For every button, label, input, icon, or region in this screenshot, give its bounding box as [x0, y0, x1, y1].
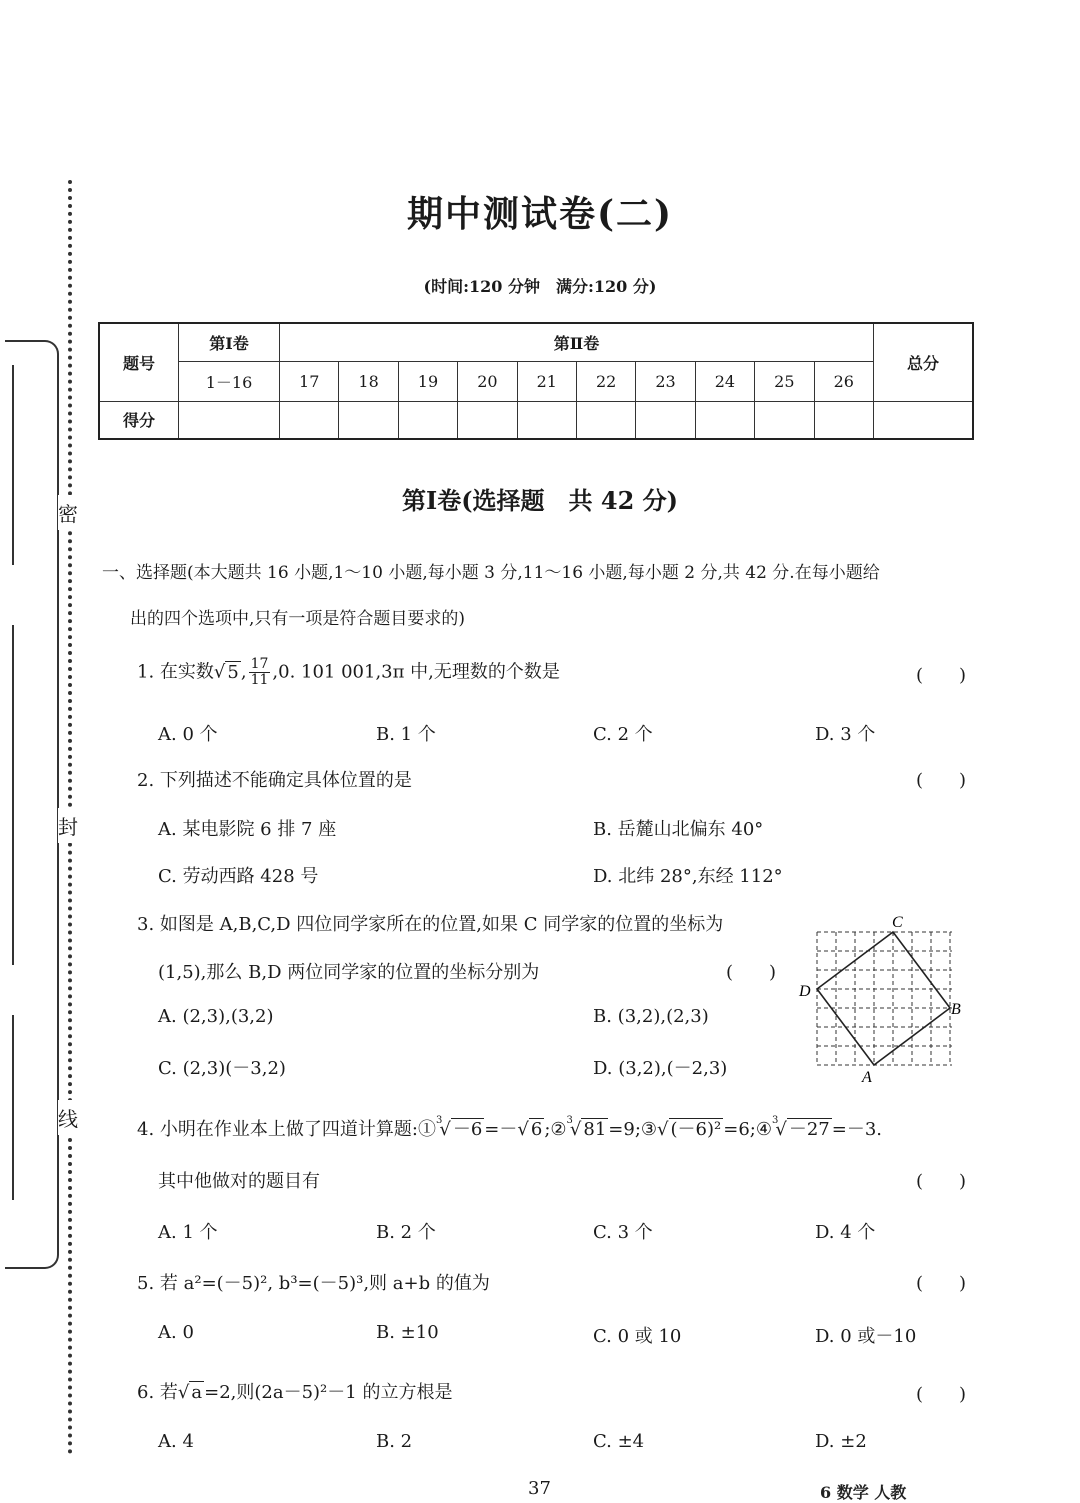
question-3-stem: 3. 如图是 A,B,C,D 四位同学家所在的位置,如果 C 同学家的位置的坐标为 — [137, 914, 724, 935]
question-number: 18 — [339, 361, 398, 401]
question-number: 22 — [576, 361, 635, 401]
option-b[interactable]: B. 岳麓山北偏东 40° — [593, 819, 764, 840]
question-number: 21 — [517, 361, 576, 401]
option-c[interactable]: C. (2,3)(－3,2) — [158, 1058, 286, 1079]
page-title: 期中测试卷(二) — [406, 193, 674, 235]
question-2-stem: 2. 下列描述不能确定具体位置的是 — [137, 770, 412, 791]
section-title: 第Ⅰ卷(选择题 共 42 分) — [401, 486, 679, 515]
score-cell[interactable] — [814, 401, 873, 439]
row-label-number: 题号 — [99, 323, 179, 401]
question-4-stem-line2: 其中他做对的题目有 — [158, 1171, 320, 1192]
score-cell[interactable] — [517, 401, 576, 439]
question-number: 25 — [755, 361, 814, 401]
question-number: 26 — [814, 361, 873, 401]
grid-figure — [795, 908, 975, 1088]
option-b[interactable]: B. ±10 — [376, 1322, 439, 1343]
instructions-line: 出的四个选项中,只有一项是符合题目要求的) — [130, 609, 466, 629]
option-c[interactable]: C. 3 个 — [593, 1222, 653, 1243]
option-a[interactable]: A. 0 个 — [158, 724, 218, 745]
question-6-stem: 6. 若√ a =2,则(2a－5)²－1 的立方根是 — [137, 1382, 453, 1403]
score-cell[interactable] — [576, 401, 635, 439]
option-a[interactable]: A. 4 — [158, 1431, 194, 1452]
label-b: B — [951, 1001, 961, 1018]
question-number: 17 — [280, 361, 339, 401]
option-b[interactable]: B. 1 个 — [376, 724, 436, 745]
option-d[interactable]: D. 4 个 — [815, 1222, 876, 1243]
question-4-stem: 4. 小明在作业本上做了四道计算题:①$^3$√ －6 =－√ 6 ;②$^3$√ 81 =9;③√ (－6)² =6;④$^3$√ －27 =－3. — [137, 1115, 883, 1140]
seal-char-mi: 密 — [58, 495, 78, 530]
part1-range: 1－16 — [179, 361, 280, 401]
row-label-score: 得分 — [99, 401, 179, 439]
score-cell[interactable] — [636, 401, 695, 439]
seal-char-feng: 封 — [58, 808, 78, 843]
score-cell[interactable] — [458, 401, 517, 439]
option-d[interactable]: D. ±2 — [815, 1431, 867, 1452]
binding-inner-line — [12, 625, 14, 965]
score-cell[interactable] — [755, 401, 814, 439]
option-c[interactable]: C. 劳动西路 428 号 — [158, 866, 319, 887]
corner-text: 6 数学 人教 — [820, 1483, 907, 1502]
page-number: 37 — [528, 1478, 551, 1499]
binding-inner-line — [12, 365, 14, 565]
score-cell[interactable] — [339, 401, 398, 439]
option-b[interactable]: B. (3,2),(2,3) — [593, 1006, 709, 1027]
exam-info: (时间:120 分钟 满分:120 分) — [423, 277, 657, 296]
option-c[interactable]: C. 0 或 10 — [593, 1326, 682, 1347]
question-3-stem-line2: (1,5),那么 B,D 两位同学家的位置的坐标分别为 — [158, 962, 540, 983]
score-table — [98, 322, 974, 440]
label-a: A — [862, 1069, 872, 1086]
score-cell[interactable] — [398, 401, 457, 439]
option-b[interactable]: B. 2 — [376, 1431, 413, 1452]
score-cell[interactable] — [280, 401, 339, 439]
seal-char-xian: 线 — [58, 1100, 78, 1135]
part1-header: 第Ⅰ卷 — [179, 323, 280, 361]
option-c[interactable]: C. ±4 — [593, 1431, 645, 1452]
question-number: 20 — [458, 361, 517, 401]
option-b[interactable]: B. 2 个 — [376, 1222, 436, 1243]
option-a[interactable]: A. (2,3),(3,2) — [158, 1006, 274, 1027]
score-cell[interactable] — [179, 401, 280, 439]
part2-header: 第Ⅱ卷 — [280, 323, 874, 361]
option-d[interactable]: D. 北纬 28°,东经 112° — [593, 866, 783, 887]
quadrilateral-abcd — [817, 932, 950, 1065]
score-cell[interactable] — [874, 401, 974, 439]
score-cell[interactable] — [695, 401, 754, 439]
answer-blank[interactable]: ( ) — [916, 665, 967, 686]
label-c: C — [892, 914, 903, 931]
answer-blank[interactable]: ( ) — [916, 1273, 967, 1294]
question-1-stem: 1. 在实数√ 5 , $\frac{17}{11}$ ,0. 101 001,3π 中,无理数的个数是 — [137, 656, 560, 688]
binding-inner-line — [12, 1015, 14, 1200]
option-d[interactable]: D. (3,2),(－2,3) — [593, 1058, 728, 1079]
answer-blank[interactable]: ( ) — [726, 962, 777, 983]
label-d: D — [799, 983, 811, 1000]
question-number: 23 — [636, 361, 695, 401]
answer-blank[interactable]: ( ) — [916, 1171, 967, 1192]
question-number: 19 — [398, 361, 457, 401]
option-c[interactable]: C. 2 个 — [593, 724, 653, 745]
option-d[interactable]: D. 3 个 — [815, 724, 876, 745]
option-a[interactable]: A. 某电影院 6 排 7 座 — [158, 819, 337, 840]
option-a[interactable]: A. 0 — [158, 1322, 194, 1343]
question-5-stem: 5. 若 a²=(－5)², b³=(－5)³,则 a+b 的值为 — [137, 1273, 490, 1294]
total-header: 总分 — [874, 323, 974, 401]
option-d[interactable]: D. 0 或－10 — [815, 1326, 917, 1347]
question-number: 24 — [695, 361, 754, 401]
answer-blank[interactable]: ( ) — [916, 1384, 967, 1405]
option-a[interactable]: A. 1 个 — [158, 1222, 218, 1243]
instructions-line: 一、选择题(本大题共 16 小题,1～10 小题,每小题 3 分,11～16 小题,每小题 2 分,共 42 分.在每小题给 — [102, 563, 880, 583]
dashed-grid — [817, 932, 952, 1065]
answer-blank[interactable]: ( ) — [916, 770, 967, 791]
